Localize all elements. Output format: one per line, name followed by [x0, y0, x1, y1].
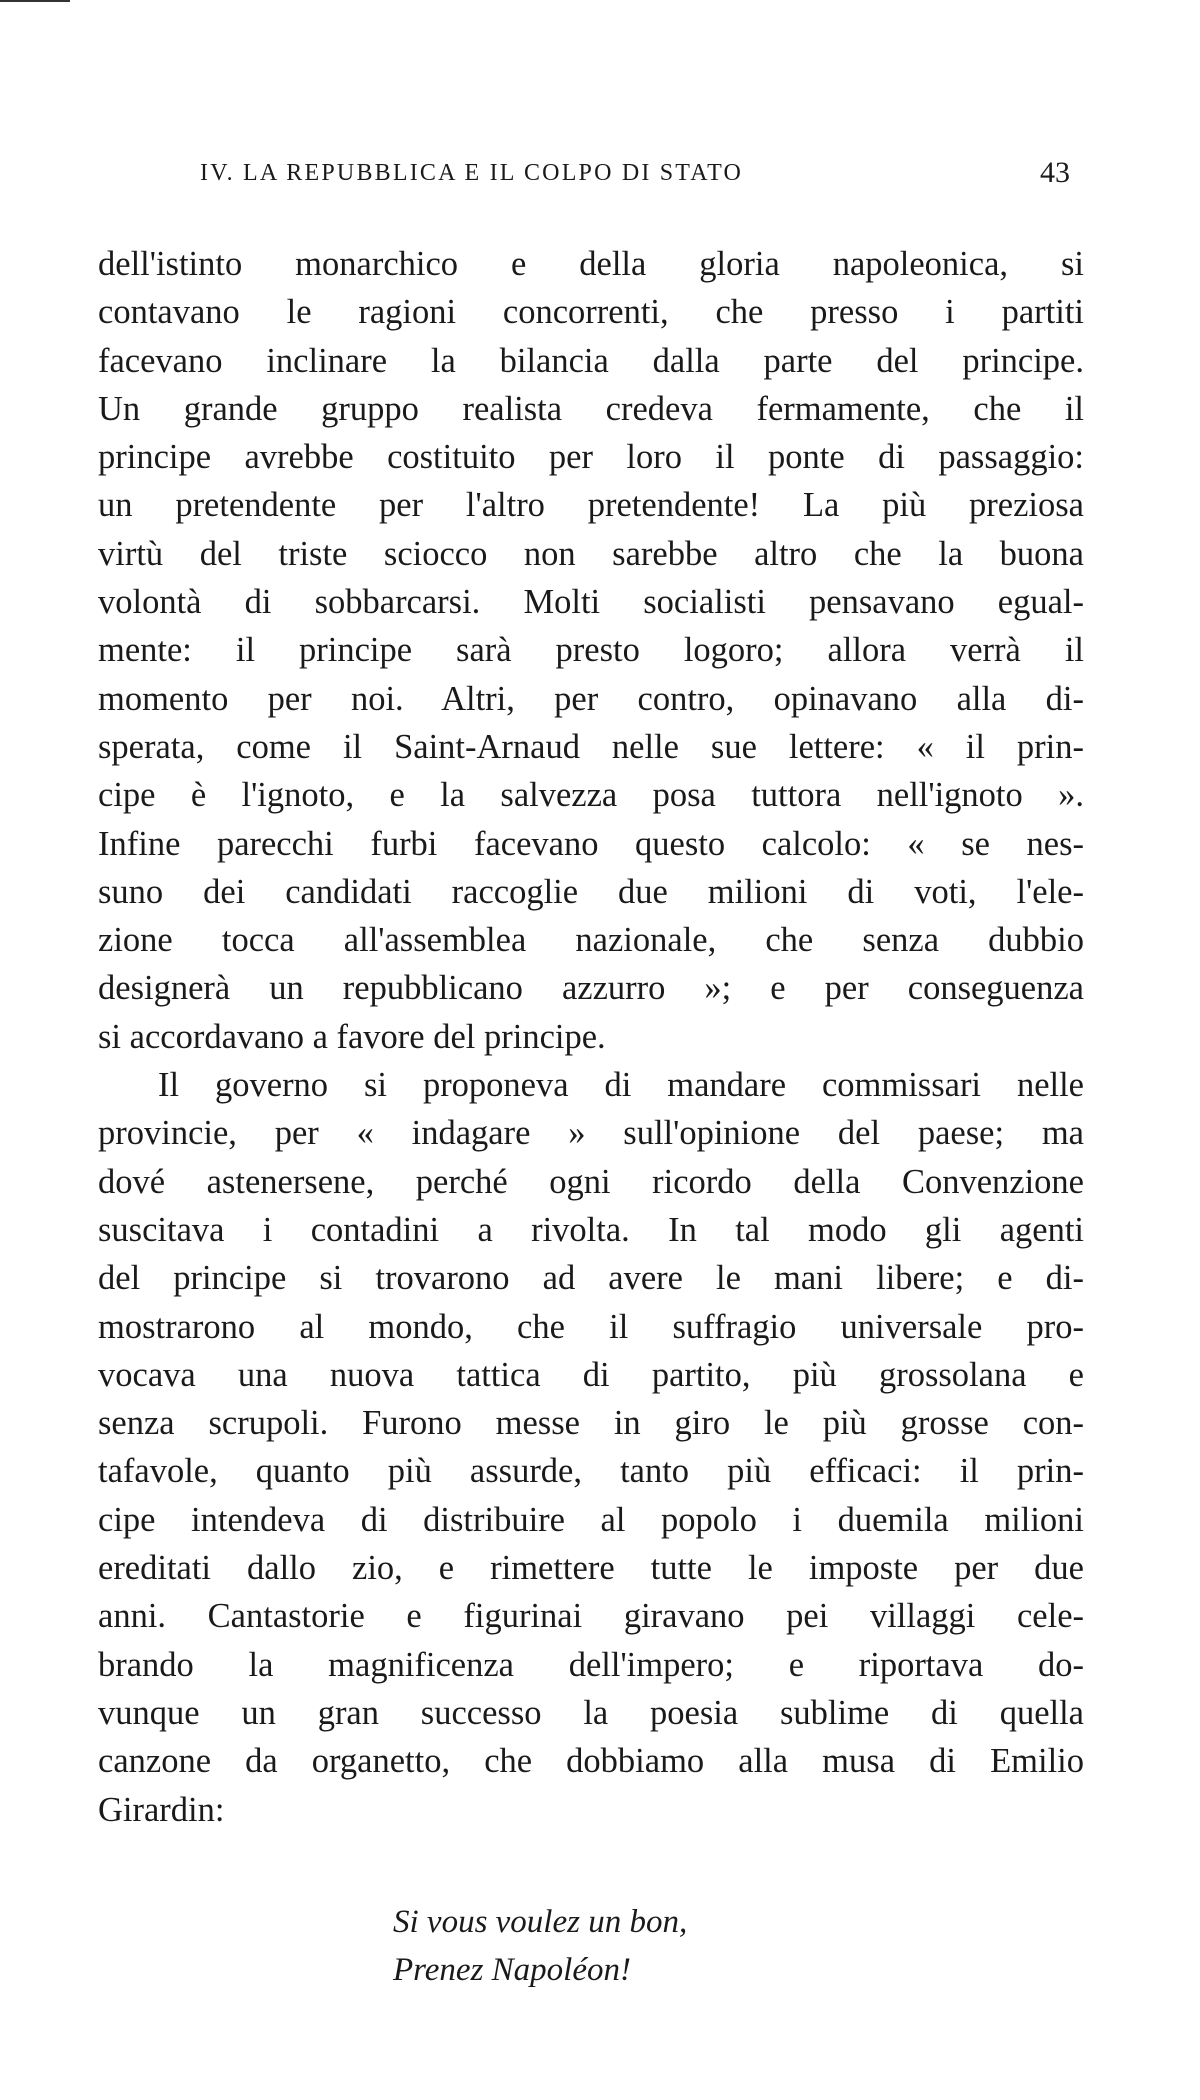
text-line: Girardin: [98, 1790, 225, 1829]
scan-edge-mark [0, 0, 70, 2]
text-line: suno dei candidati raccoglie due milioni di voti, l'ele- [98, 872, 1084, 911]
verse-line: Prenez Napoléon! [393, 1952, 631, 1988]
text-line: vunque un gran successo la poesia sublime di quella [98, 1693, 1084, 1732]
text-line: Il governo si proponeva di mandare commissari nelle [158, 1066, 1084, 1105]
text-line: un pretendente per l'altro pretendente! La più preziosa [98, 486, 1084, 525]
text-line: mostrarono al mondo, che il suffragio universale pro- [98, 1307, 1084, 1346]
text-line: designerà un repubblicano azzurro »; e per conseguenza [98, 969, 1084, 1008]
text-line: principe avrebbe costituito per loro il ponte di passaggio: [98, 438, 1084, 477]
text-line: Un grande gruppo realista credeva fermamente, che il [98, 389, 1084, 428]
text-line: mente: il principe sarà presto logoro; allora verrà il [98, 631, 1084, 670]
text-line: zione tocca all'assemblea nazionale, che senza dubbio [98, 921, 1084, 960]
text-line: dell'istinto monarchico e della gloria napoleonica, si [98, 245, 1084, 283]
text-line: provincie, per « indagare » sull'opinione del paese; ma [98, 1114, 1084, 1153]
text-line: ereditati dallo zio, e rimettere tutte le imposte per due [98, 1549, 1084, 1588]
text-line: senza scrupoli. Furono messe in giro le più grosse con- [98, 1404, 1084, 1443]
text-line: Infine parecchi furbi facevano questo calcolo: « se nes- [98, 824, 1084, 863]
text-line: sperata, come il Saint-Arnaud nelle sue lettere: « il prin- [98, 727, 1084, 766]
text-line: volontà di sobbarcarsi. Molti socialisti pensavano egual- [98, 583, 1084, 622]
text-line: cipe è l'ignoto, e la salvezza posa tuttora nell'ignoto ». [98, 776, 1084, 815]
text-line: brando la magnificenza dell'impero; e riportava do- [98, 1645, 1084, 1684]
text-line: anni. Cantastorie e figurinai giravano pei villaggi cele- [98, 1597, 1084, 1636]
verse-line: Si vous voulez un bon, [393, 1904, 688, 1940]
text-line: vocava una nuova tattica di partito, più grossolana e [98, 1355, 1084, 1394]
text-line: si accordavano a favore del principe. [98, 1017, 606, 1056]
verse-quote [393, 1898, 687, 1994]
running-title: IV. LA REPUBBLICA E IL COLPO DI STATO [200, 160, 744, 186]
body-text [98, 240, 1084, 1834]
text-line: facevano inclinare la bilancia dalla parte del principe. [98, 341, 1084, 380]
text-line: cipe intendeva di distribuire al popolo i duemila milioni [98, 1500, 1084, 1539]
text-line: virtù del triste sciocco non sarebbe altro che la buona [98, 534, 1084, 573]
text-line: momento per noi. Altri, per contro, opinavano alla di- [98, 679, 1084, 718]
text-line: tafavole, quanto più assurde, tanto più efficaci: il prin- [98, 1452, 1084, 1491]
text-line: suscitava i contadini a rivolta. In tal modo gli agenti [98, 1210, 1084, 1249]
text-line: del principe si trovarono ad avere le mani libere; e di- [98, 1259, 1084, 1298]
page-number: 43 [1040, 156, 1070, 189]
text-line: contavano le ragioni concorrenti, che presso i partiti [98, 293, 1084, 332]
text-line: canzone da organetto, che dobbiamo alla musa di Emilio [98, 1742, 1084, 1781]
text-line: dové astenersene, perché ogni ricordo della Convenzione [98, 1162, 1084, 1201]
